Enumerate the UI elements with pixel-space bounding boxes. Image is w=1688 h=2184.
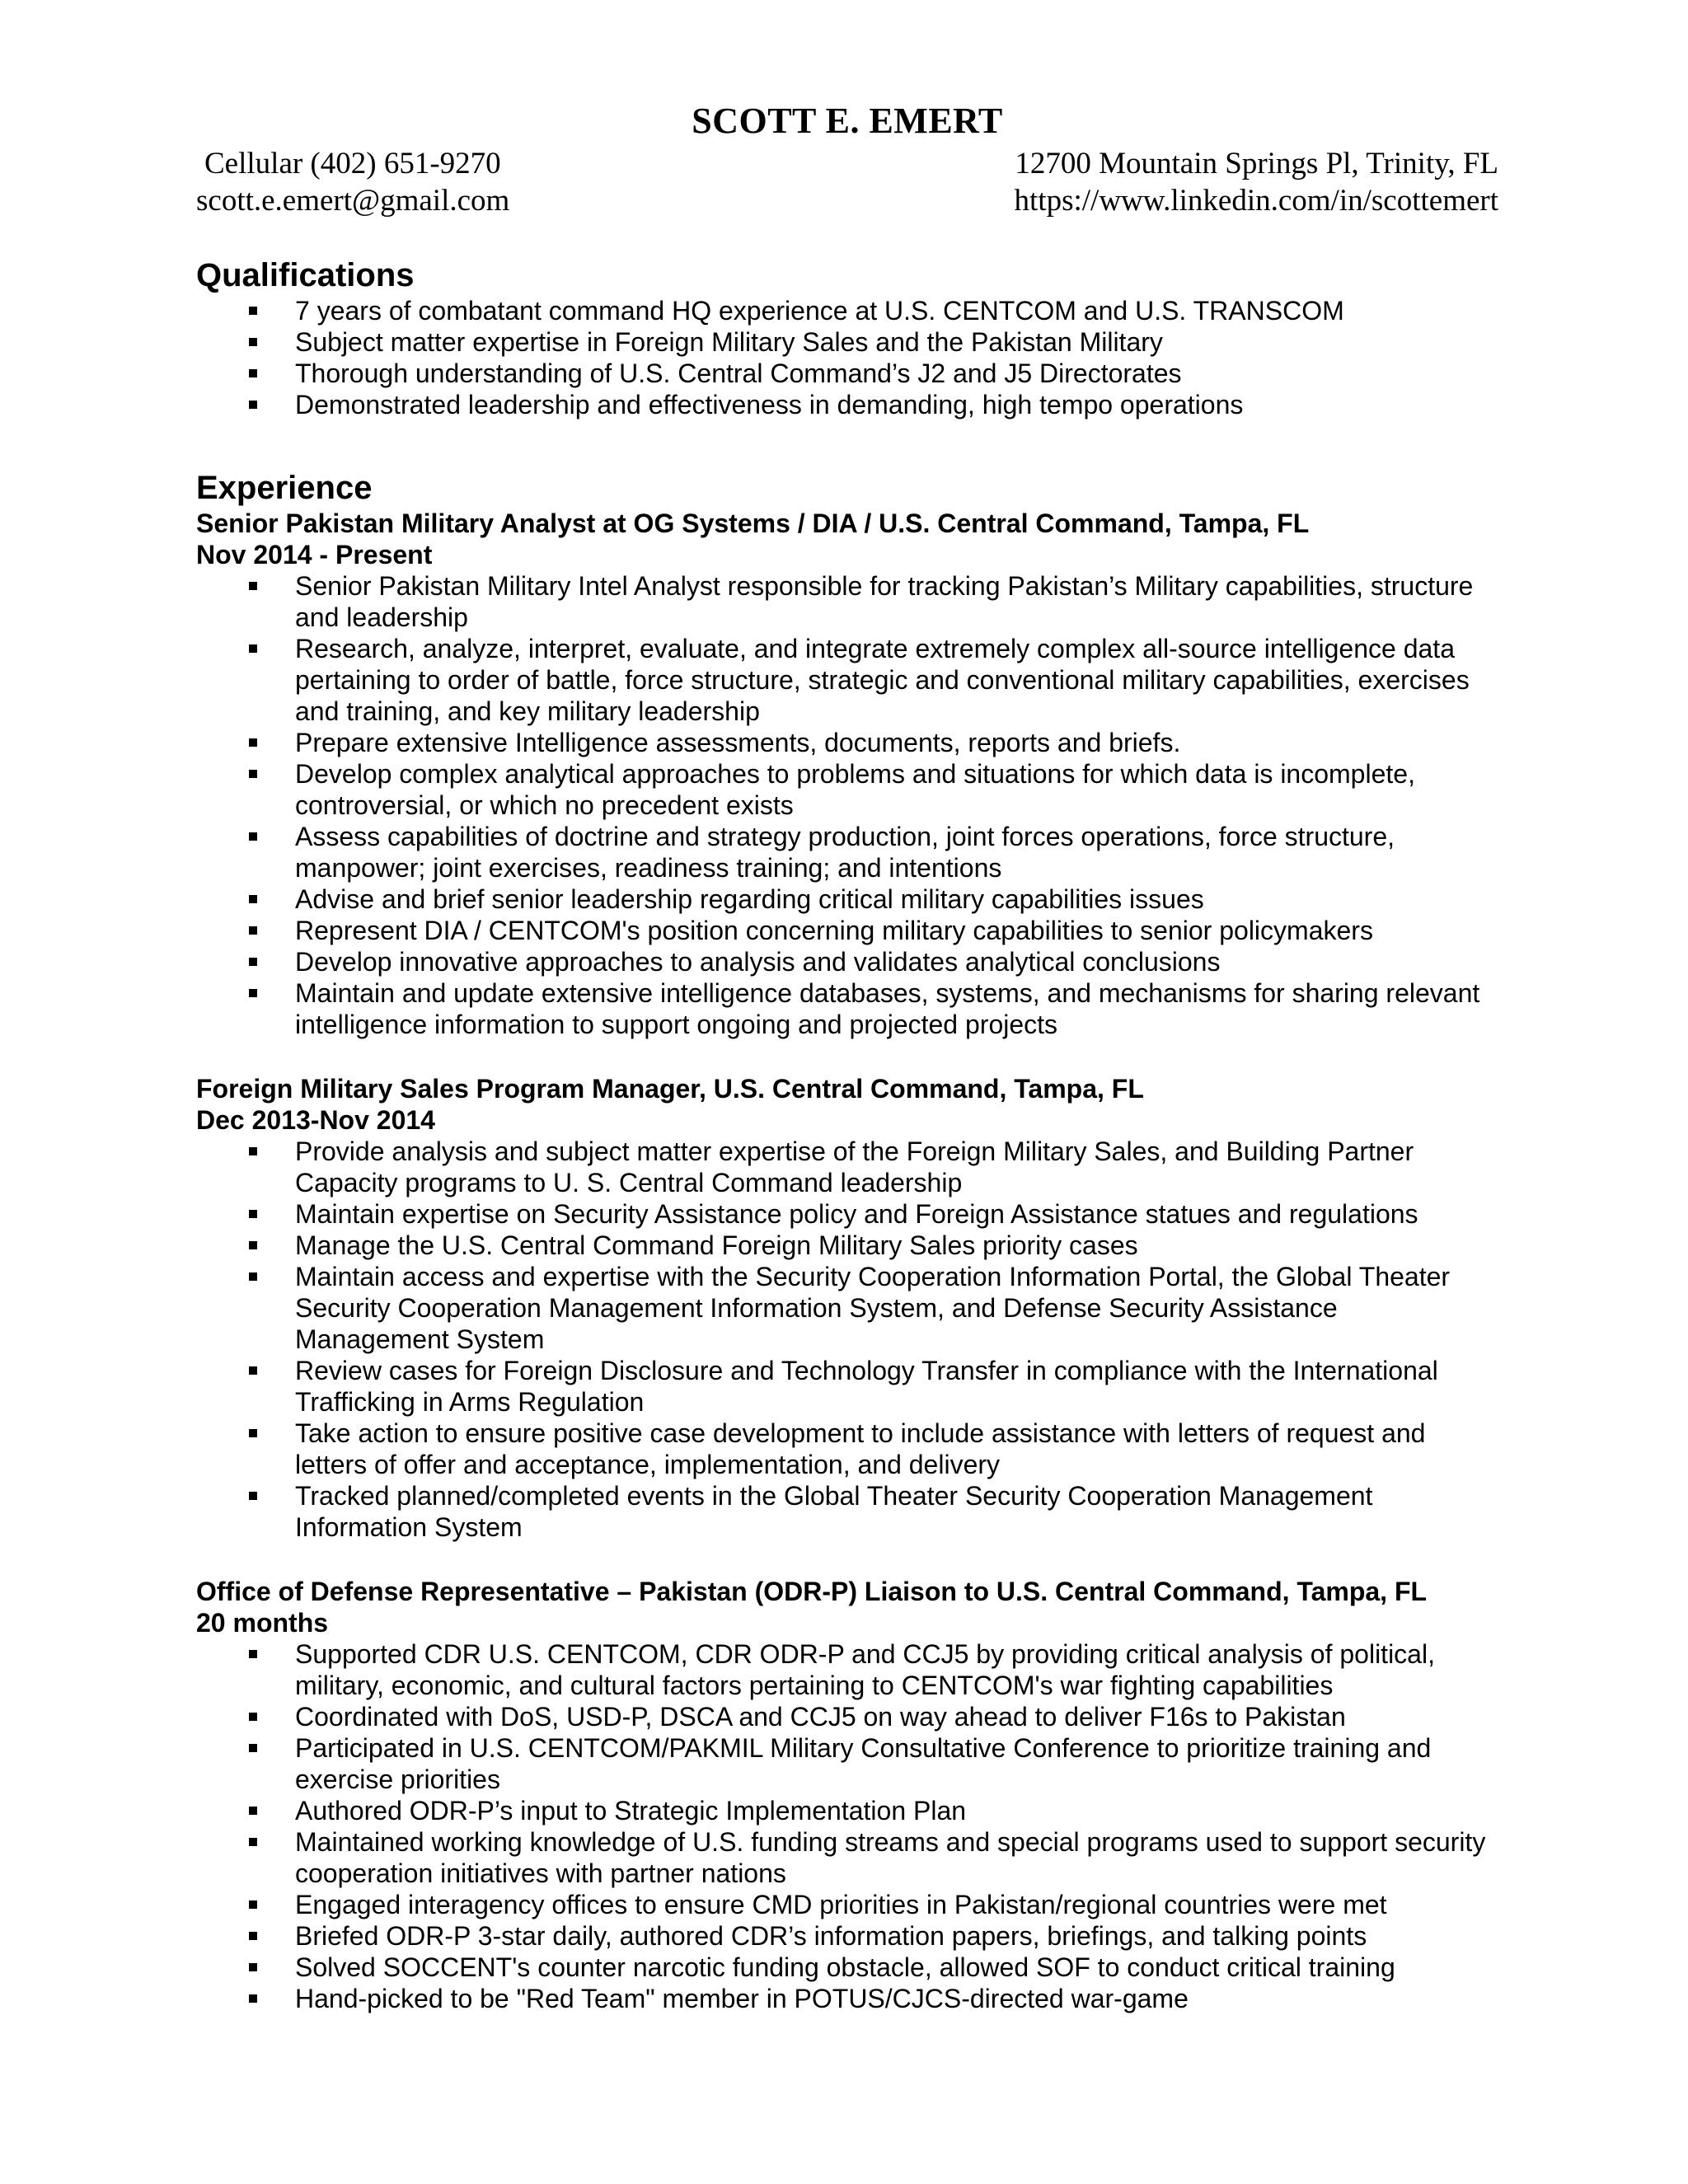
list-item: Solved SOCCENT's counter narcotic funding obstacle, allowed SOF to conduct critical training [196, 1952, 1498, 1983]
list-item: Engaged interagency offices to ensure CMD priorities in Pakistan/regional countries were met [196, 1889, 1498, 1920]
list-item: Subject matter expertise in Foreign Military Sales and the Pakistan Military [196, 326, 1498, 358]
list-item: Senior Pakistan Military Intel Analyst responsible for tracking Pakistan’s Military capabilities, structure and leadership [196, 570, 1498, 633]
list-item: Maintain and update extensive intelligence databases, systems, and mechanisms for sharing relevant intelligence information to support ongoing and projected projects [196, 977, 1498, 1040]
bullet-icon [249, 1807, 257, 1815]
list-item: Assess capabilities of doctrine and strategy production, joint forces operations, force structure, manpower; joint exercises, readiness training; and intentions [196, 821, 1498, 883]
resume-name: SCOTT E. EMERT [692, 101, 1003, 141]
address: 12700 Mountain Springs Pl, Trinity, FL [1015, 147, 1498, 180]
job-duties-list [196, 570, 1498, 1040]
list-item: Participated in U.S. CENTCOM/PAKMIL Military Consultative Conference to prioritize training and exercise priorities [196, 1732, 1498, 1795]
bullet-icon [249, 307, 257, 315]
list-item: Demonstrated leadership and effectiveness in demanding, high tempo operations [196, 389, 1498, 420]
list-item: Take action to ensure positive case development to include assistance with letters of request and letters of offer and acceptance, implementation, and delivery [196, 1418, 1498, 1480]
list-item: Maintained working knowledge of U.S. funding streams and special programs used to support security cooperation initiatives with partner nations [196, 1826, 1498, 1889]
list-item: Tracked planned/completed events in the Global Theater Security Cooperation Management Information System [196, 1480, 1498, 1543]
list-item: Develop complex analytical approaches to problems and situations for which data is incomplete, controversial, or which no precedent exists [196, 758, 1498, 821]
list-item: 7 years of combatant command HQ experience at U.S. CENTCOM and U.S. TRANSCOM [196, 295, 1498, 326]
bullet-icon [249, 1838, 257, 1846]
job-dates: 20 months [196, 1608, 329, 1638]
resume-page [196, 97, 1498, 2014]
bullet-icon [249, 832, 257, 841]
bullet-icon [249, 926, 257, 935]
phone: Cellular (402) 651-9270 [204, 147, 501, 180]
bullet-icon [249, 1147, 257, 1155]
list-item: Authored ODR-P’s input to Strategic Implementation Plan [196, 1795, 1498, 1826]
bullet-icon [249, 1744, 257, 1752]
list-item: Research, analyze, interpret, evaluate, and integrate extremely complex all-source intelligence data pertaining to order of battle, force structure, strategic and conventional military capabilities, exercises and training, and key military leadership [196, 633, 1498, 727]
job-duties-list [196, 1136, 1498, 1543]
email: scott.e.emert@gmail.com [196, 184, 510, 218]
bullet-icon [249, 738, 257, 747]
bullet-icon [249, 958, 257, 966]
bullet-icon [249, 582, 257, 590]
job-title: Foreign Military Sales Program Manager, U.S. Central Command, Tampa, FL [196, 1074, 1144, 1104]
bullet-icon [249, 369, 257, 377]
bullet-icon [249, 644, 257, 653]
qualifications-list [196, 295, 1498, 420]
bullet-icon [249, 1963, 257, 1971]
bullet-icon [249, 1272, 257, 1281]
list-item: Provide analysis and subject matter expertise of the Foreign Military Sales, and Building Partner Capacity programs to U. S. Central Command leadership [196, 1136, 1498, 1198]
list-item: Maintain access and expertise with the Security Cooperation Information Portal, the Global Theater Security Cooperation Management Information System, and Defense Security Assistance Management System [196, 1261, 1498, 1355]
list-item: Thorough understanding of U.S. Central Command’s J2 and J5 Directorates [196, 358, 1498, 389]
list-item: Coordinated with DoS, USD-P, DSCA and CCJ5 on way ahead to deliver F16s to Pakistan [196, 1701, 1498, 1732]
bullet-icon [249, 1994, 257, 2003]
list-item: Supported CDR U.S. CENTCOM, CDR ODR-P and CCJ5 by providing critical analysis of political, military, economic, and cultural factors pertaining to CENTCOM's war fighting capabilities [196, 1638, 1498, 1701]
contact-row-1 [196, 145, 1498, 182]
bullet-icon [249, 1650, 257, 1658]
list-item: Hand-picked to be "Red Team" member in POTUS/CJCS-directed war-game [196, 1983, 1498, 2014]
list-item: Maintain expertise on Security Assistance policy and Foreign Assistance statues and regulations [196, 1198, 1498, 1230]
list-item: Advise and brief senior leadership regarding critical military capabilities issues [196, 883, 1498, 915]
contact-row-2 [196, 182, 1498, 219]
list-item: Review cases for Foreign Disclosure and Technology Transfer in compliance with the International Trafficking in Arms Regulation [196, 1355, 1498, 1418]
job-title: Senior Pakistan Military Analyst at OG Systems / DIA / U.S. Central Command, Tampa, FL [196, 509, 1310, 538]
list-item: Briefed ODR-P 3-star daily, authored CDR’s information papers, briefings, and talking points [196, 1920, 1498, 1952]
linkedin-url: https://www.linkedin.com/in/scottemert [1014, 184, 1498, 218]
job-dates: Dec 2013-Nov 2014 [196, 1105, 435, 1135]
bullet-icon [249, 1210, 257, 1218]
bullet-icon [249, 1932, 257, 1940]
bullet-icon [249, 338, 257, 346]
bullet-icon [249, 1241, 257, 1249]
bullet-icon [249, 1366, 257, 1375]
bullet-icon [249, 895, 257, 903]
list-item: Prepare extensive Intelligence assessments, documents, reports and briefs. [196, 727, 1498, 758]
job-title: Office of Defense Representative – Pakistan (ODR-P) Liaison to U.S. Central Command, Tampa, FL [196, 1577, 1428, 1606]
bullet-icon [249, 989, 257, 997]
bullet-icon [249, 1429, 257, 1437]
list-item: Represent DIA / CENTCOM's position concerning military capabilities to senior policymakers [196, 915, 1498, 946]
job-duties-list [196, 1638, 1498, 2014]
list-item: Develop innovative approaches to analysis and validates analytical conclusions [196, 946, 1498, 977]
job-entry [196, 1073, 1498, 1543]
bullet-icon [249, 770, 257, 778]
job-entry [196, 508, 1498, 1040]
list-item: Manage the U.S. Central Command Foreign Military Sales priority cases [196, 1230, 1498, 1261]
job-entry [196, 1576, 1498, 2014]
qualifications-heading: Qualifications [196, 257, 415, 293]
experience-heading: Experience [196, 470, 373, 506]
bullet-icon [249, 1713, 257, 1721]
bullet-icon [249, 1900, 257, 1909]
job-dates: Nov 2014 - Present [196, 540, 433, 569]
bullet-icon [249, 1492, 257, 1500]
bullet-icon [249, 401, 257, 409]
